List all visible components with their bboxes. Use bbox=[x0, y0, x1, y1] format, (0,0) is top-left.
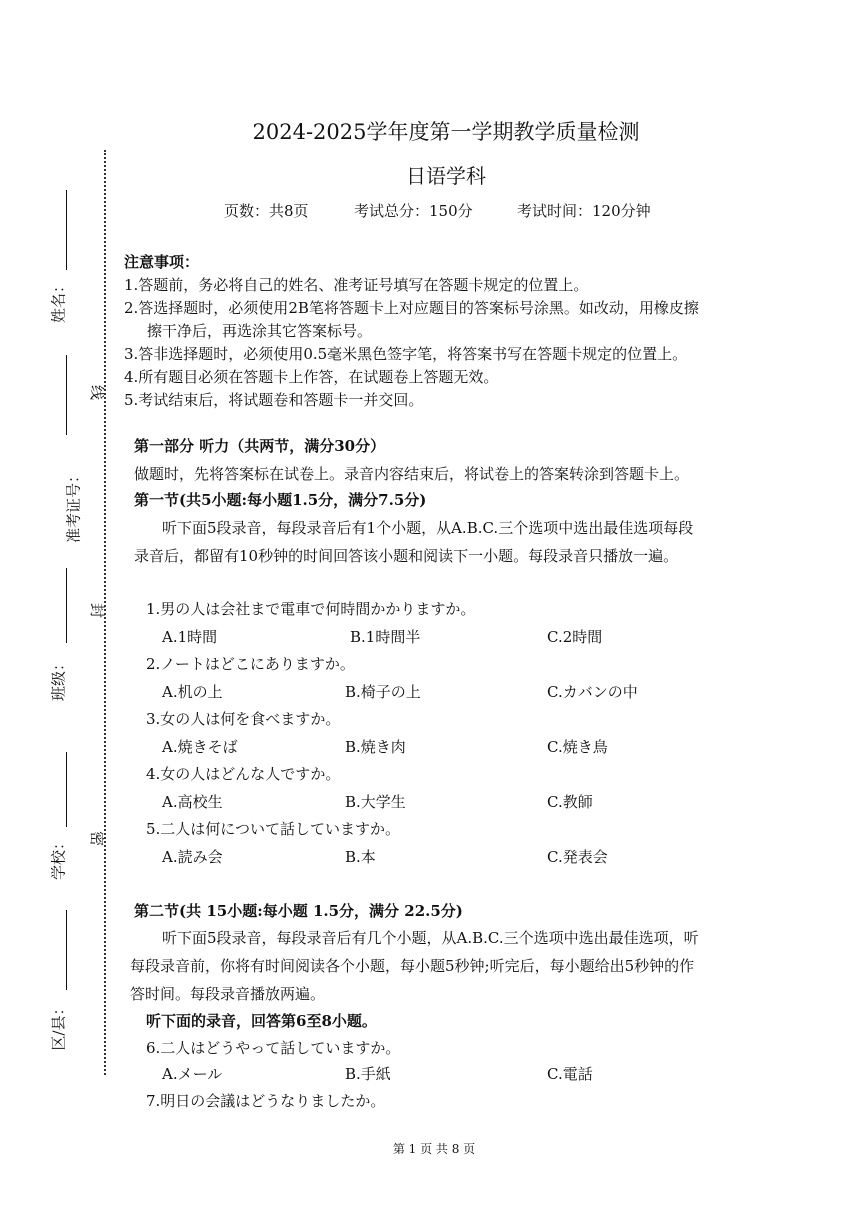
section1-description: 录音后，都留有10秒钟的时间回答该小题和阅读下一小题。每段录音只播放一遍。 bbox=[134, 547, 679, 565]
option-c: C.電話 bbox=[547, 1065, 593, 1083]
option-a: A.焼きそば bbox=[162, 738, 238, 756]
question-7: 7.明日の会議はどうなりましたか。 bbox=[146, 1092, 386, 1110]
option-a: A.高校生 bbox=[162, 793, 223, 811]
question-6: 6.二人はどうやって話していますか。 bbox=[146, 1039, 401, 1057]
question-1: 1.男の人は会社まで電車で何時間かかりますか。 bbox=[146, 600, 476, 618]
notice-item: 擦干净后，再选涂其它答案标号。 bbox=[147, 322, 373, 340]
seal-char-line: 线 bbox=[88, 384, 107, 401]
option-a: A.メール bbox=[162, 1065, 223, 1083]
section1-description: 听下面5段录音，每段录音后有1个小题，从A.B.C.三个选项中选出最佳选项每段 bbox=[162, 519, 694, 537]
question-5: 5.二人は何について話していますか。 bbox=[146, 820, 401, 838]
option-c: C.焼き鳥 bbox=[547, 738, 608, 756]
school-blank bbox=[66, 752, 67, 827]
exam-subject: 日语学科 bbox=[406, 164, 486, 188]
notice-heading: 注意事项： bbox=[124, 253, 200, 271]
option-a: A.机の上 bbox=[162, 683, 223, 701]
question-2: 2.ノートはどこにありますか。 bbox=[146, 655, 355, 673]
option-c: C.カバンの中 bbox=[547, 683, 638, 701]
question-4: 4.女の人はどんな人ですか。 bbox=[146, 765, 341, 783]
district-blank bbox=[66, 910, 67, 990]
option-a: A.読み会 bbox=[162, 848, 223, 866]
name-blank bbox=[66, 190, 67, 270]
seal-char-secret: 密 bbox=[88, 830, 107, 847]
option-b: B.大学生 bbox=[345, 793, 406, 811]
page-count: 页数：共8页 bbox=[224, 202, 309, 220]
school-label: 学校： bbox=[49, 835, 68, 881]
part1-heading: 第一部分 听力（共两节，满分30分） bbox=[134, 437, 386, 455]
notice-item: 2.答选择题时，必须使用2B笔将答题卡上对应题目的答案标号涂黑。如改动，用橡皮擦 bbox=[124, 299, 699, 317]
question-3: 3.女の人は何を食べますか。 bbox=[146, 710, 341, 728]
section2-description: 每段录音前，你将有时间阅读各个小题，每小题5秒钟;听完后，每小题给出5秒钟的作 bbox=[130, 957, 695, 975]
total-score: 考试总分：150分 bbox=[354, 202, 473, 220]
option-c: C.発表会 bbox=[547, 848, 608, 866]
section2-description: 听下面5段录音，每段录音后有几个小题，从A.B.C.三个选项中选出最佳选项，听 bbox=[162, 929, 699, 947]
exam-id-blank bbox=[66, 355, 67, 435]
option-c: C.教師 bbox=[547, 793, 593, 811]
option-a: A.1時間 bbox=[162, 628, 218, 646]
name-label: 姓名： bbox=[49, 278, 68, 324]
notice-item: 3.答非选择题时，必须使用0.5毫米黑色签字笔，将答案书写在答题卡规定的位置上。 bbox=[124, 345, 688, 363]
section1-heading: 第一节(共5小题:每小题1.5分，满分7.5分) bbox=[134, 491, 427, 509]
class-blank bbox=[66, 568, 67, 643]
seal-char-seal: 封 bbox=[88, 602, 107, 619]
option-b: B.1時間半 bbox=[350, 628, 421, 646]
district-label: 区/县： bbox=[49, 1000, 68, 1051]
section2-heading: 第二节(共 15小题:每小题 1.5分，满分 22.5分) bbox=[134, 902, 463, 920]
option-b: B.本 bbox=[345, 848, 376, 866]
notice-item: 1.答题前，务必将自己的姓名、准考证号填写在答题卡规定的位置上。 bbox=[124, 276, 589, 294]
notice-item: 5.考试结束后，将试题卷和答题卡一并交回。 bbox=[124, 391, 424, 409]
option-b: B.椅子の上 bbox=[345, 683, 421, 701]
option-b: B.手紙 bbox=[345, 1065, 391, 1083]
section2-description: 答时间。每段录音播放两遍。 bbox=[130, 985, 326, 1003]
page-footer: 第 1 页 共 8 页 bbox=[392, 1142, 476, 1156]
exam-id-label: 准考证号： bbox=[64, 468, 83, 544]
option-b: B.焼き肉 bbox=[345, 738, 406, 756]
group-heading: 听下面的录音，回答第6至8小题。 bbox=[146, 1012, 377, 1030]
exam-title: 2024-2025学年度第一学期教学质量检测 bbox=[252, 120, 640, 144]
exam-duration: 考试时间：120分钟 bbox=[517, 202, 651, 220]
class-label: 班级： bbox=[49, 656, 68, 702]
option-c: C.2時間 bbox=[547, 628, 603, 646]
notice-item: 4.所有题目必须在答题卡上作答，在试题卷上答题无效。 bbox=[124, 368, 499, 386]
part1-instruction: 做题时，先将答案标在试卷上。录音内容结束后，将试卷上的答案转涂到答题卡上。 bbox=[134, 465, 690, 483]
